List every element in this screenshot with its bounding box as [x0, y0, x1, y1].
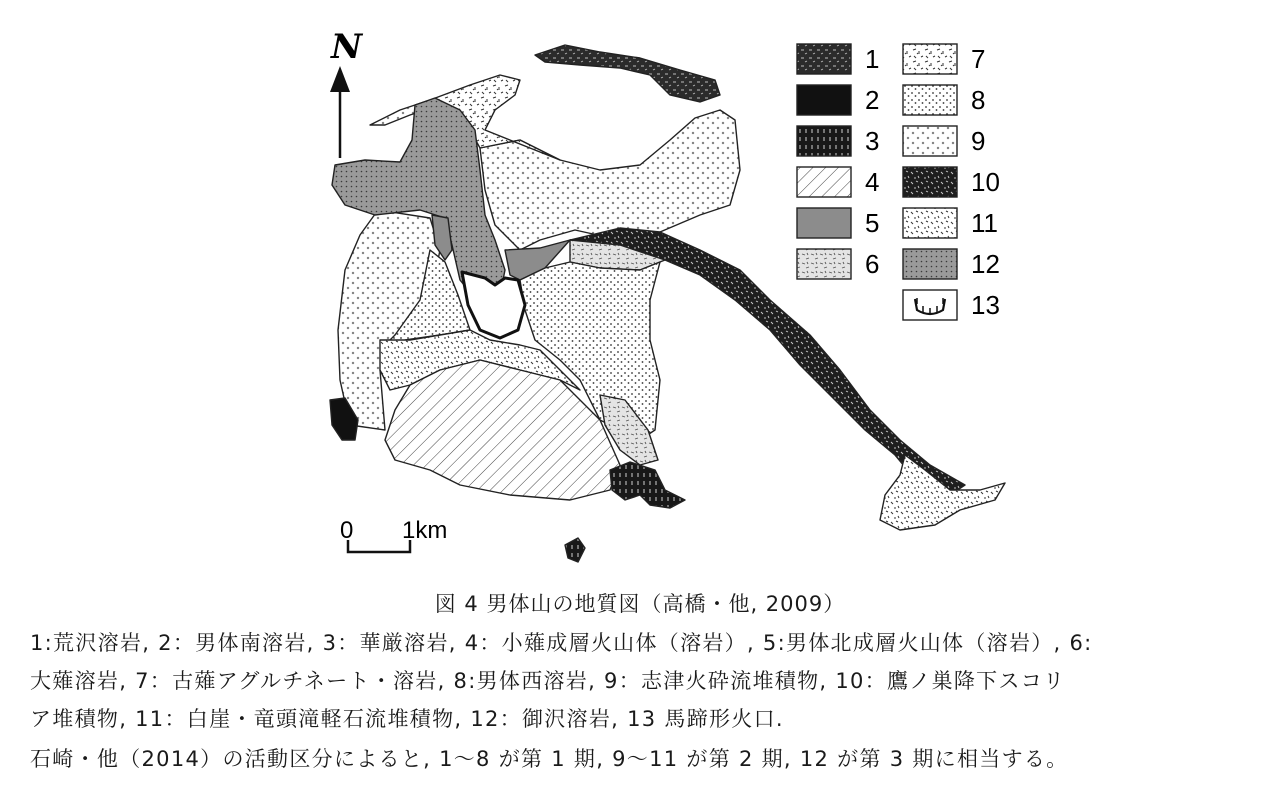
legend-item-8 [903, 85, 985, 115]
legend-swatch-11 [903, 208, 957, 238]
legend-item-7 [903, 44, 985, 74]
caption-line-1: 1:荒沢溶岩, 2：男体南溶岩, 3：華厳溶岩, 4：小薙成層火山体（溶岩）, 5:男体北成層火山体（溶岩）, 6: [30, 631, 1093, 655]
caption-title: 図 4 男体山の地質図（高橋・他, 2009） [434, 592, 846, 616]
legend-item-4 [797, 167, 879, 197]
scale-zero-label: 0 [340, 517, 354, 544]
caption-line-2: 大薙溶岩, 7：古薙アグルチネート・溶岩, 8:男体西溶岩, 9：志津火砕流堆積物, 10：鷹ノ巣降下スコリ [30, 669, 1066, 693]
legend-label-11: 11 [971, 208, 998, 238]
legend-item-6 [797, 249, 879, 279]
legend-item-11 [903, 208, 998, 238]
legend-item-1 [797, 44, 879, 74]
caption-line-4: 石崎・他（2014）の活動区分によると, 1～8 が第 1 期, 9～11 が第 2 期, 12 が第 3 期に相当する。 [30, 747, 1069, 771]
legend-item-2 [797, 85, 879, 115]
legend-label-7: 7 [971, 44, 986, 74]
scale-end-label: 1km [402, 517, 448, 544]
north-arrow [330, 27, 364, 158]
legend-swatch-4 [797, 167, 851, 197]
legend-label-3: 3 [865, 126, 880, 156]
unit-11-southeast [880, 455, 1005, 530]
legend-label-8: 8 [971, 85, 986, 115]
legend-swatch-9 [903, 126, 957, 156]
legend-swatch-10 [903, 167, 957, 197]
legend-swatch-8 [903, 85, 957, 115]
legend-label-6: 6 [865, 249, 880, 279]
legend [797, 44, 1000, 320]
legend-swatch-2 [797, 85, 851, 115]
legend-swatch-1 [797, 44, 851, 74]
legend-swatch-5 [797, 208, 851, 238]
unit-3-islet [565, 538, 585, 562]
legend-item-3 [797, 126, 879, 156]
legend-label-13: 13 [971, 290, 1000, 320]
legend-label-10: 10 [971, 167, 1000, 197]
legend-swatch-3 [797, 126, 851, 156]
legend-swatch-7 [903, 44, 957, 74]
scale-bar [340, 517, 447, 552]
unit-3 [610, 462, 685, 508]
legend-swatch-13 [903, 290, 957, 320]
unit-9-north [480, 110, 740, 250]
legend-label-2: 2 [865, 85, 880, 115]
legend-label-12: 12 [971, 249, 1000, 279]
legend-item-13 [903, 290, 1000, 320]
legend-swatch-6 [797, 249, 851, 279]
legend-label-9: 9 [971, 126, 986, 156]
legend-swatch-12 [903, 249, 957, 279]
legend-item-10 [903, 167, 1000, 197]
legend-item-5 [797, 208, 879, 238]
north-label: N [331, 27, 363, 67]
legend-item-12 [903, 249, 1000, 279]
legend-label-4: 4 [865, 167, 880, 197]
unit-1 [535, 45, 720, 102]
caption-line-3: ア堆積物, 11：白崖・竜頭滝軽石流堆積物, 12：御沢溶岩, 13 馬蹄形火口. [30, 707, 784, 731]
legend-label-1: 1 [865, 44, 880, 74]
legend-label-5: 5 [865, 208, 880, 238]
legend-item-9 [903, 126, 985, 156]
